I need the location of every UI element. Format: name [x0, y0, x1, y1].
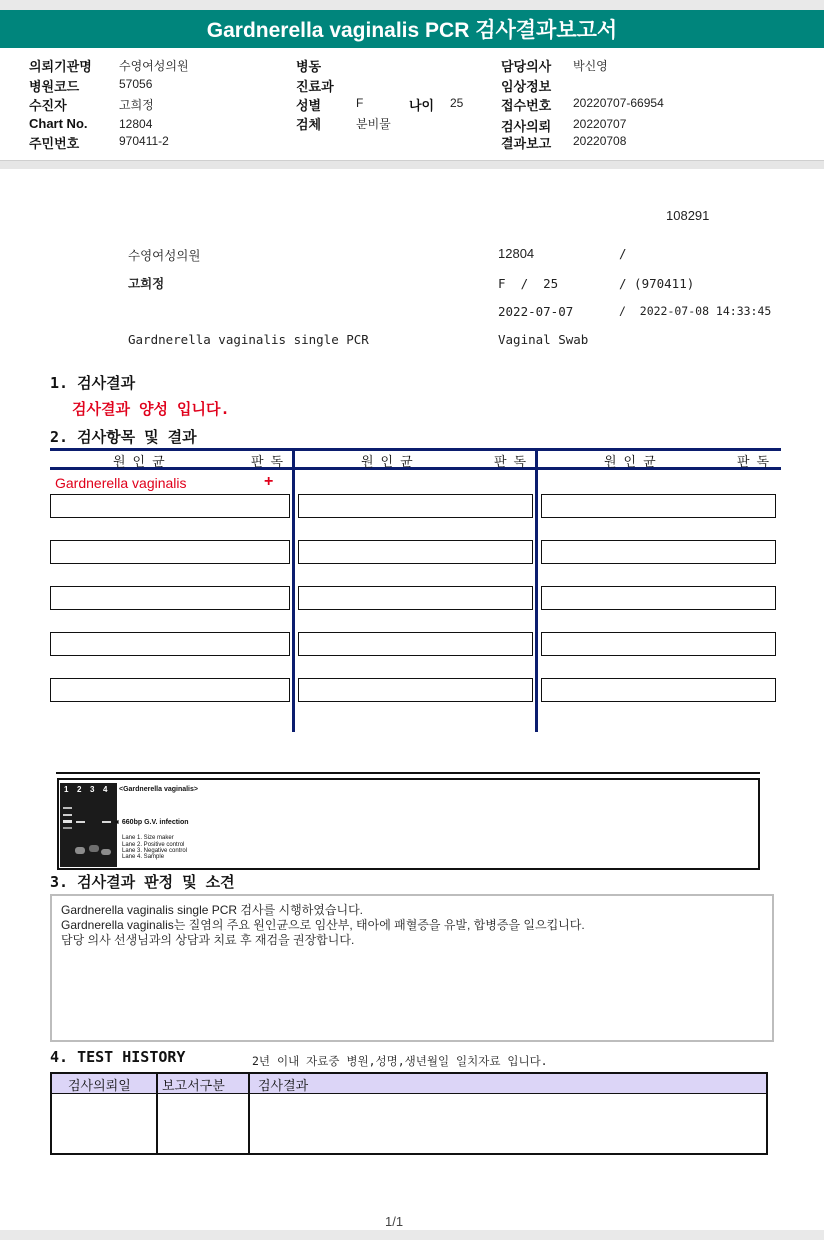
gel-band: [63, 807, 72, 809]
history-table: [50, 1072, 768, 1155]
result-box: [298, 586, 533, 610]
top-margin: [0, 0, 824, 10]
gel-band-label: [113, 819, 189, 826]
label-report-date: 결과보고: [501, 136, 552, 151]
info-specimen: Vaginal Swab: [498, 332, 589, 347]
result-box: [298, 494, 533, 518]
page-number: 1/1: [385, 1214, 404, 1229]
value-patient: 고희정: [119, 98, 154, 112]
col-head-reading-3: 판독: [737, 455, 777, 470]
value-doctor: 박신영: [573, 59, 608, 73]
result-box: [541, 632, 776, 656]
section3-title: 3. 검사결과 판정 및 소견: [50, 873, 235, 891]
gel-legend-item: Lane 4. Sample: [122, 854, 165, 860]
report-title: Gardnerella vaginalis PCR 검사결과보고서: [0, 10, 824, 48]
organism-name: Gardnerella vaginalis: [55, 475, 187, 491]
result-positive: 검사결과 양성 입니다.: [72, 400, 230, 418]
section2-title: 2. 검사항목 및 결과: [50, 428, 197, 446]
result-box: [541, 494, 776, 518]
result-box: [541, 540, 776, 564]
info-institution: 수영여성의원: [128, 248, 201, 263]
table-col-divider-2: [535, 448, 538, 732]
gel-band: [75, 847, 85, 854]
table-col-divider-1: [292, 448, 295, 732]
history-col-divider: [248, 1074, 250, 1153]
col-head-organism-3: 원인균: [604, 455, 663, 470]
result-box: [50, 632, 290, 656]
label-clinical-info: 임상정보: [501, 79, 552, 94]
gel-band: [63, 814, 72, 816]
gel-top-rule: [56, 772, 760, 774]
remark-line: Gardnerella vaginalis single PCR 검사를 시행하였습니다.: [61, 903, 364, 917]
history-col-divider: [156, 1074, 158, 1153]
value-specimen: 분비물: [356, 117, 391, 131]
result-box: [541, 586, 776, 610]
history-note: 2년 이내 자료중 병원,성명,생년월일 일치자료 입니다.: [252, 1054, 548, 1068]
value-institution: 수영여성의원: [119, 59, 189, 73]
value-request-date: 20220707: [573, 117, 627, 131]
value-receipt-no: 20220707-66954: [573, 96, 664, 110]
result-box: [50, 678, 290, 702]
gel-band: [89, 845, 99, 852]
info-chart-slash: /: [619, 246, 627, 261]
gel-lane-number: 2: [77, 785, 82, 794]
result-box: [50, 494, 290, 518]
gel-band: [102, 821, 111, 823]
label-doctor: 담당의사: [501, 59, 552, 74]
gel-band-label-text: 660bp G.V. infection: [121, 819, 189, 826]
gel-lane-number: 3: [90, 785, 95, 794]
section4-title: 4. TEST HISTORY: [50, 1048, 186, 1066]
col-head-organism-2: 원인균: [361, 455, 420, 470]
arrow-left-icon: ◄: [113, 819, 120, 826]
info-chart-no: 12804: [498, 246, 535, 261]
label-resident-no: 주민번호: [29, 136, 80, 151]
gel-band: [101, 849, 111, 855]
value-age: 25: [450, 96, 464, 110]
label-department: 진료과: [296, 79, 334, 94]
label-patient: 수진자: [29, 98, 67, 113]
result-box: [298, 678, 533, 702]
remark-line: 담당 의사 선생님과의 상담과 치료 후 재검을 권장합니다.: [61, 933, 355, 947]
result-box: [298, 632, 533, 656]
gel-lane-number: 1: [64, 785, 69, 794]
value-resident-no: 970411-2: [119, 134, 169, 148]
label-hospital-code: 병원코드: [29, 79, 80, 94]
label-institution: 의뢰기관명: [29, 59, 92, 74]
col-head-organism-1: 원인균: [113, 455, 172, 470]
gel-band: [76, 821, 85, 823]
result-box: [50, 586, 290, 610]
gel-legend-item: Lane 1. Size maker: [122, 835, 174, 841]
gel-electrophoresis-image: [60, 783, 117, 867]
label-request-date: 검사의뢰: [501, 119, 552, 134]
bottom-margin: [0, 1230, 824, 1240]
history-table-header: [52, 1074, 766, 1094]
label-specimen: 검체: [296, 117, 322, 132]
organism-reading: +: [264, 473, 274, 490]
label-chart-no: Chart No.: [29, 116, 88, 131]
value-report-date: 20220708: [573, 134, 627, 148]
info-test-name: Gardnerella vaginalis single PCR: [128, 332, 369, 347]
label-age: 나이: [409, 98, 435, 113]
remarks-box: [50, 894, 774, 1042]
report-id: 108291: [666, 208, 710, 223]
section1-title: 1. 검사결과: [50, 374, 136, 392]
label-sex: 성별: [296, 98, 322, 113]
value-chart-no: 12804: [119, 117, 153, 131]
history-col-report-type: 보고서구분: [162, 1079, 225, 1094]
gel-band: [63, 820, 72, 823]
col-head-reading-2: 판독: [494, 455, 534, 470]
value-sex: F: [356, 96, 364, 110]
value-hospital-code: 57056: [119, 77, 153, 91]
label-receipt-no: 접수번호: [501, 98, 552, 113]
remark-line: Gardnerella vaginalis는 질염의 주요 원인균으로 임산부, 태아에 패혈증을 유발, 합병증을 일으킵니다.: [61, 918, 585, 932]
info-sex-age: F / 25: [498, 276, 559, 291]
header-separator: [0, 160, 824, 169]
gel-legend-item: Lane 2. Positive control: [122, 842, 185, 848]
gel-lane-number: 4: [103, 785, 108, 794]
result-box: [50, 540, 290, 564]
gel-heading: <Gardnerella vaginalis>: [119, 786, 198, 793]
info-patient: 고희정: [128, 276, 165, 291]
gel-band: [63, 827, 72, 829]
result-box: [298, 540, 533, 564]
history-col-result: 검사결과: [258, 1079, 309, 1094]
gel-legend-item: Lane 3. Negative control: [122, 848, 188, 854]
label-ward: 병동: [296, 59, 322, 74]
result-box: [541, 678, 776, 702]
info-birth: / (970411): [619, 276, 695, 291]
col-head-reading-1: 판독: [251, 455, 291, 470]
info-report-datetime: / 2022-07-08 14:33:45: [619, 304, 772, 318]
history-col-request-date: 검사의뢰일: [68, 1079, 131, 1094]
info-request-date: 2022-07-07: [498, 304, 574, 319]
